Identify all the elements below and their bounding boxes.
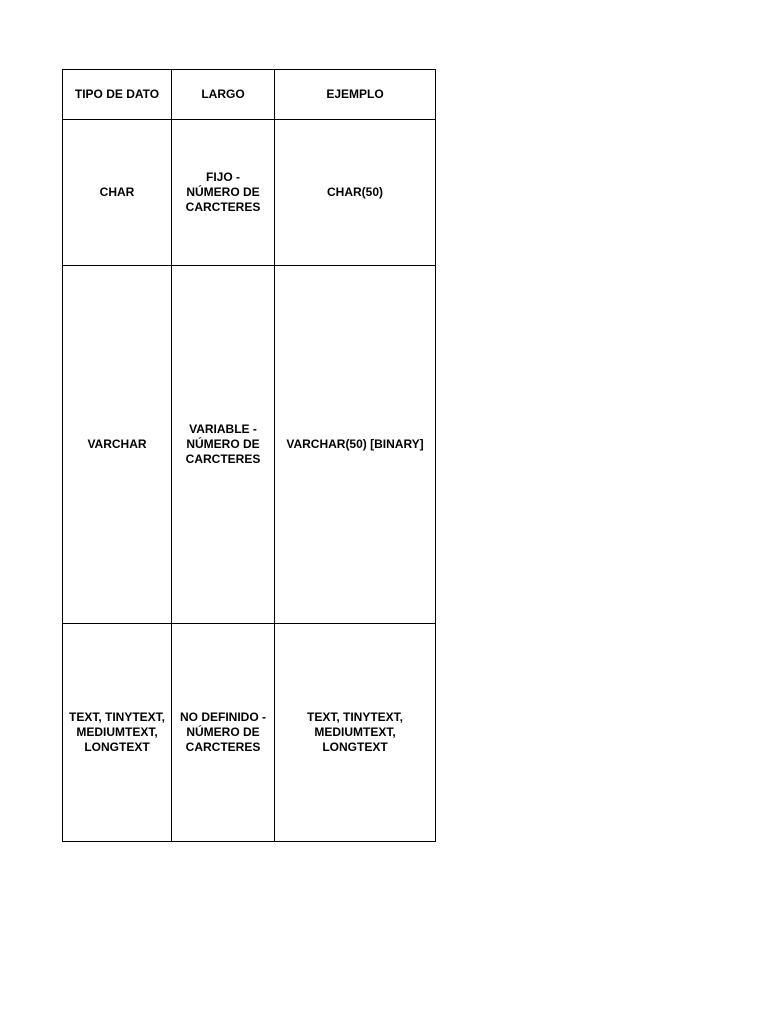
cell-ejemplo-text: TEXT, TINYTEXT, MEDIUMTEXT, LONGTEXT xyxy=(306,710,403,754)
cell-tipo xyxy=(63,266,172,624)
header-largo-label: LARGO xyxy=(201,87,245,101)
cell-tipo-text: CHAR xyxy=(99,185,135,199)
cell-largo-text: NO DEFINIDO - NÚMERO DE CARCTERES xyxy=(180,710,266,754)
cell-largo-text: FIJO - NÚMERO DE CARCTERES xyxy=(185,170,261,214)
cell-ejemplo xyxy=(275,120,436,266)
table-row xyxy=(63,624,436,842)
cell-largo xyxy=(172,266,275,624)
header-ejemplo xyxy=(275,70,436,120)
table-row xyxy=(63,266,436,624)
header-largo xyxy=(172,70,275,120)
cell-largo-text: VARIABLE - NÚMERO DE CARCTERES xyxy=(185,422,261,466)
cell-ejemplo xyxy=(275,624,436,842)
cell-tipo-text: TEXT, TINYTEXT, MEDIUMTEXT, LONGTEXT xyxy=(68,710,165,754)
header-ejemplo-label: EJEMPLO xyxy=(326,87,384,101)
cell-largo xyxy=(172,120,275,266)
cell-largo xyxy=(172,624,275,842)
cell-tipo xyxy=(63,624,172,842)
table-header-row xyxy=(63,70,436,120)
cell-tipo-text: VARCHAR xyxy=(87,437,147,451)
cell-tipo xyxy=(63,120,172,266)
cell-ejemplo-text: VARCHAR(50) [BINARY] xyxy=(286,437,424,451)
cell-ejemplo xyxy=(275,266,436,624)
header-tipo-de-dato xyxy=(63,70,172,120)
data-type-table xyxy=(62,69,436,842)
cell-ejemplo-text: CHAR(50) xyxy=(326,185,383,199)
table-row xyxy=(63,120,436,266)
header-tipo-label: TIPO DE DATO xyxy=(74,87,160,101)
